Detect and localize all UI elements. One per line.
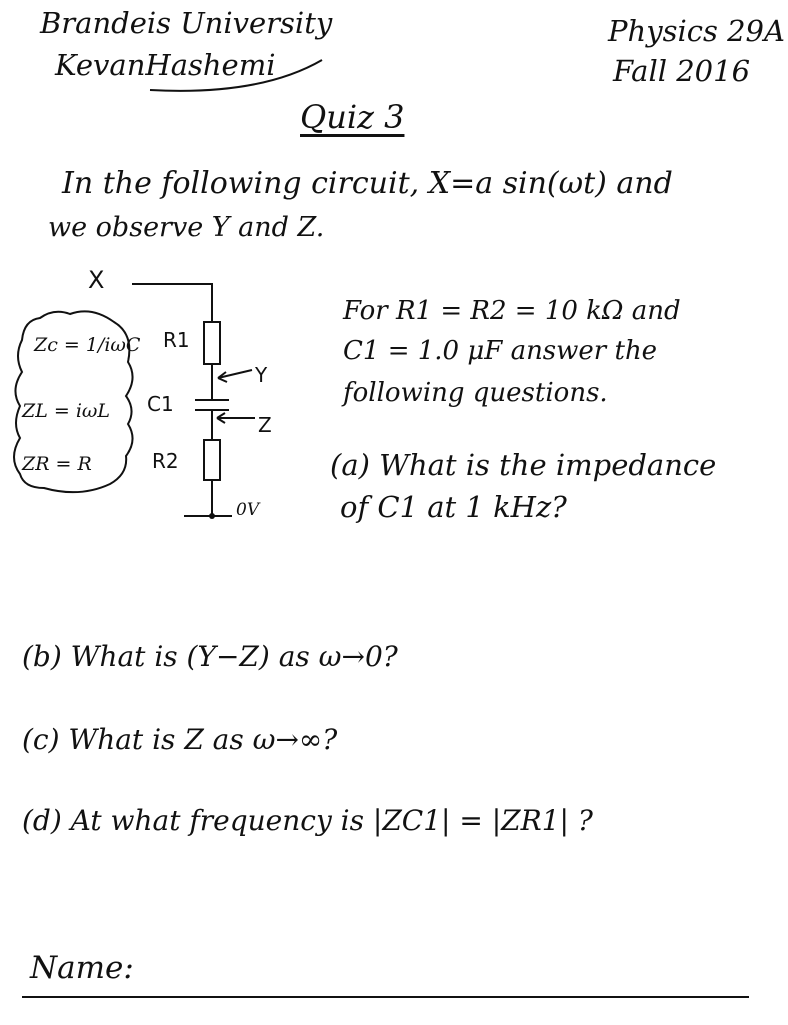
page-title: Quiz 3 (300, 98, 405, 136)
given-line-2: C1 = 1.0 μF answer the (343, 336, 658, 366)
resistor-r2 (204, 440, 220, 480)
question-c: (c) What is Z as ω→∞? (22, 723, 338, 756)
r1-label: R1 (163, 328, 190, 352)
ground-label: 0V (236, 500, 260, 520)
y-arrow (218, 370, 252, 382)
intro-line-2: we observe Y and Z. (48, 212, 325, 243)
resistor-r1 (204, 322, 220, 364)
given-line-1: For R1 = R2 = 10 kΩ and (343, 296, 681, 326)
z-arrow (217, 413, 255, 423)
name-line (22, 996, 749, 998)
question-a-line-1: (a) What is the impedance (330, 448, 717, 482)
capacitor-c1 (195, 400, 229, 410)
author: KevanHashemi (55, 48, 276, 82)
y-label: Y (255, 363, 268, 387)
inductor-impedance-formula: ZL = iωL (22, 400, 111, 422)
c1-label: C1 (147, 392, 174, 416)
name-label: Name: (30, 950, 134, 986)
term: Fall 2016 (613, 54, 751, 88)
input-wire (132, 284, 212, 322)
question-d: (d) At what frequency is |ZC1| = |ZR1| ? (22, 804, 593, 837)
course: Physics 29A (608, 14, 785, 48)
question-b: (b) What is (Y−Z) as ω→0? (22, 640, 398, 673)
r2-label: R2 (152, 449, 179, 473)
institution: Brandeis University (40, 6, 333, 40)
question-a-line-2: of C1 at 1 kHz? (340, 490, 567, 524)
input-label: X (88, 266, 105, 294)
given-line-3: following questions. (343, 378, 608, 408)
intro-line-1: In the following circuit, X=a sin(ωt) and (62, 166, 673, 201)
capacitor-impedance-formula: Zc = 1/iωC (34, 334, 141, 356)
z-label: Z (258, 413, 272, 437)
resistor-impedance-formula: ZR = R (22, 453, 92, 475)
